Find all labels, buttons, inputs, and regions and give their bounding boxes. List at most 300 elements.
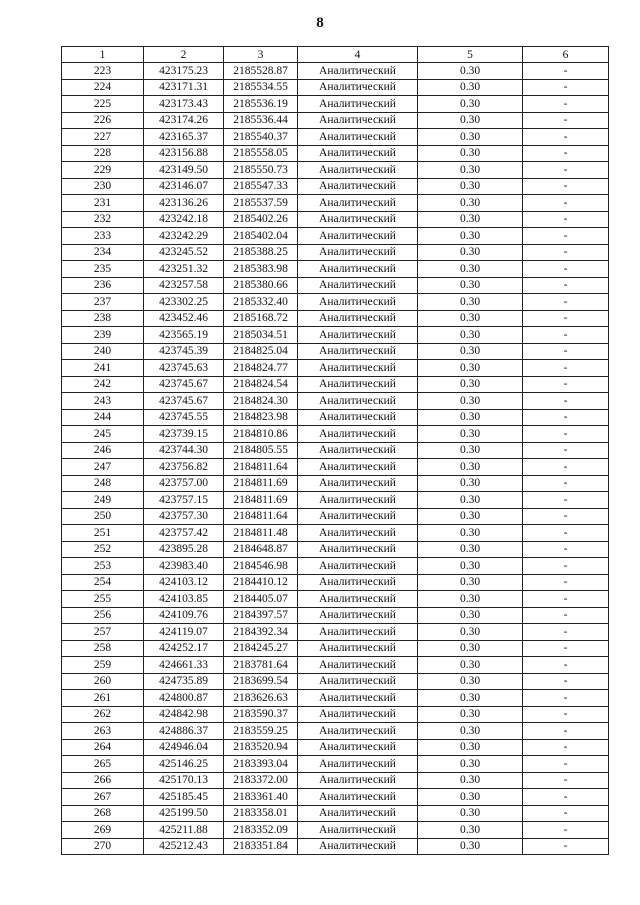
cell-point-number: 253 — [62, 558, 144, 575]
cell-y-coordinate: 2183361.40 — [224, 789, 298, 806]
cell-method: Аналитический — [298, 145, 418, 162]
cell-y-coordinate: 2185528.87 — [224, 63, 298, 80]
cell-point-number: 229 — [62, 162, 144, 179]
table-row — [62, 228, 609, 245]
cell-accuracy: 0.30 — [418, 178, 523, 195]
cell-point-number: 240 — [62, 343, 144, 360]
cell-accuracy: 0.30 — [418, 822, 523, 839]
cell-accuracy: 0.30 — [418, 508, 523, 525]
cell-y-coordinate: 2185034.51 — [224, 327, 298, 344]
cell-x-coordinate: 424109.76 — [144, 607, 224, 624]
cell-y-coordinate: 2184823.98 — [224, 409, 298, 426]
cell-point-number: 268 — [62, 805, 144, 822]
column-header-y-coordinate: 3 — [224, 47, 298, 63]
cell-description: - — [523, 162, 609, 179]
table-row — [62, 63, 609, 80]
cell-description: - — [523, 541, 609, 558]
table-row — [62, 129, 609, 146]
cell-x-coordinate: 425185.45 — [144, 789, 224, 806]
cell-method: Аналитический — [298, 459, 418, 476]
cell-y-coordinate: 2184811.69 — [224, 475, 298, 492]
cell-accuracy: 0.30 — [418, 607, 523, 624]
cell-point-number: 263 — [62, 723, 144, 740]
cell-method: Аналитический — [298, 508, 418, 525]
cell-method: Аналитический — [298, 442, 418, 459]
cell-accuracy: 0.30 — [418, 63, 523, 80]
table-row — [62, 558, 609, 575]
cell-point-number: 242 — [62, 376, 144, 393]
cell-accuracy: 0.30 — [418, 838, 523, 855]
cell-method: Аналитический — [298, 178, 418, 195]
cell-x-coordinate: 424842.98 — [144, 706, 224, 723]
cell-description: - — [523, 426, 609, 443]
cell-y-coordinate: 2185540.37 — [224, 129, 298, 146]
cell-method: Аналитический — [298, 690, 418, 707]
cell-y-coordinate: 2184410.12 — [224, 574, 298, 591]
table-row — [62, 294, 609, 311]
cell-y-coordinate: 2185534.55 — [224, 79, 298, 96]
table-row — [62, 789, 609, 806]
cell-description: - — [523, 558, 609, 575]
cell-method: Аналитический — [298, 475, 418, 492]
cell-point-number: 230 — [62, 178, 144, 195]
cell-point-number: 223 — [62, 63, 144, 80]
table-row — [62, 426, 609, 443]
cell-x-coordinate: 423757.15 — [144, 492, 224, 509]
cell-description: - — [523, 79, 609, 96]
cell-description: - — [523, 640, 609, 657]
cell-method: Аналитический — [298, 244, 418, 261]
cell-x-coordinate: 423242.18 — [144, 211, 224, 228]
cell-y-coordinate: 2184810.86 — [224, 426, 298, 443]
table-row — [62, 162, 609, 179]
table-row — [62, 277, 609, 294]
cell-y-coordinate: 2184824.77 — [224, 360, 298, 377]
cell-method: Аналитический — [298, 607, 418, 624]
table-row — [62, 822, 609, 839]
cell-y-coordinate: 2185383.98 — [224, 261, 298, 278]
cell-point-number: 261 — [62, 690, 144, 707]
cell-method: Аналитический — [298, 79, 418, 96]
cell-accuracy: 0.30 — [418, 162, 523, 179]
cell-description: - — [523, 129, 609, 146]
table-row — [62, 607, 609, 624]
cell-y-coordinate: 2184824.54 — [224, 376, 298, 393]
cell-accuracy: 0.30 — [418, 79, 523, 96]
cell-point-number: 250 — [62, 508, 144, 525]
cell-method: Аналитический — [298, 327, 418, 344]
cell-accuracy: 0.30 — [418, 294, 523, 311]
cell-accuracy: 0.30 — [418, 624, 523, 641]
cell-y-coordinate: 2184811.48 — [224, 525, 298, 542]
cell-point-number: 227 — [62, 129, 144, 146]
cell-point-number: 232 — [62, 211, 144, 228]
cell-x-coordinate: 423745.67 — [144, 393, 224, 410]
cell-description: - — [523, 756, 609, 773]
cell-x-coordinate: 423242.29 — [144, 228, 224, 245]
cell-description: - — [523, 211, 609, 228]
table-row — [62, 525, 609, 542]
table-row — [62, 195, 609, 212]
cell-point-number: 226 — [62, 112, 144, 129]
cell-accuracy: 0.30 — [418, 591, 523, 608]
cell-description: - — [523, 789, 609, 806]
cell-description: - — [523, 310, 609, 327]
cell-x-coordinate: 423739.15 — [144, 426, 224, 443]
cell-point-number: 235 — [62, 261, 144, 278]
cell-method: Аналитический — [298, 277, 418, 294]
cell-x-coordinate: 423165.37 — [144, 129, 224, 146]
cell-y-coordinate: 2183559.25 — [224, 723, 298, 740]
table-row — [62, 508, 609, 525]
cell-method: Аналитический — [298, 838, 418, 855]
cell-accuracy: 0.30 — [418, 360, 523, 377]
cell-point-number: 228 — [62, 145, 144, 162]
cell-description: - — [523, 673, 609, 690]
cell-accuracy: 0.30 — [418, 228, 523, 245]
cell-point-number: 262 — [62, 706, 144, 723]
cell-x-coordinate: 423757.00 — [144, 475, 224, 492]
cell-y-coordinate: 2185537.59 — [224, 195, 298, 212]
cell-x-coordinate: 423175.23 — [144, 63, 224, 80]
cell-accuracy: 0.30 — [418, 327, 523, 344]
cell-description: - — [523, 822, 609, 839]
cell-y-coordinate: 2185332.40 — [224, 294, 298, 311]
cell-y-coordinate: 2183520.94 — [224, 739, 298, 756]
cell-x-coordinate: 423146.07 — [144, 178, 224, 195]
cell-method: Аналитический — [298, 789, 418, 806]
cell-x-coordinate: 423174.26 — [144, 112, 224, 129]
cell-accuracy: 0.30 — [418, 112, 523, 129]
table-row — [62, 261, 609, 278]
cell-x-coordinate: 424946.04 — [144, 739, 224, 756]
cell-method: Аналитический — [298, 805, 418, 822]
cell-point-number: 225 — [62, 96, 144, 113]
cell-x-coordinate: 425212.43 — [144, 838, 224, 855]
cell-accuracy: 0.30 — [418, 673, 523, 690]
cell-method: Аналитический — [298, 310, 418, 327]
cell-accuracy: 0.30 — [418, 96, 523, 113]
cell-method: Аналитический — [298, 162, 418, 179]
cell-y-coordinate: 2184811.69 — [224, 492, 298, 509]
cell-description: - — [523, 442, 609, 459]
cell-point-number: 265 — [62, 756, 144, 773]
cell-method: Аналитический — [298, 541, 418, 558]
cell-accuracy: 0.30 — [418, 195, 523, 212]
cell-description: - — [523, 475, 609, 492]
cell-y-coordinate: 2185380.66 — [224, 277, 298, 294]
cell-accuracy: 0.30 — [418, 442, 523, 459]
cell-method: Аналитический — [298, 756, 418, 773]
table-row — [62, 360, 609, 377]
table-row — [62, 96, 609, 113]
cell-method: Аналитический — [298, 673, 418, 690]
cell-y-coordinate: 2185536.19 — [224, 96, 298, 113]
cell-description: - — [523, 591, 609, 608]
cell-accuracy: 0.30 — [418, 129, 523, 146]
cell-x-coordinate: 423745.39 — [144, 343, 224, 360]
coordinates-table — [61, 46, 609, 855]
table-row — [62, 211, 609, 228]
cell-method: Аналитический — [298, 261, 418, 278]
column-header-x-coordinate: 2 — [144, 47, 224, 63]
cell-method: Аналитический — [298, 360, 418, 377]
cell-accuracy: 0.30 — [418, 525, 523, 542]
table-row — [62, 805, 609, 822]
table-row — [62, 772, 609, 789]
cell-point-number: 256 — [62, 607, 144, 624]
cell-accuracy: 0.30 — [418, 541, 523, 558]
cell-x-coordinate: 423757.42 — [144, 525, 224, 542]
cell-method: Аналитический — [298, 376, 418, 393]
cell-x-coordinate: 423302.25 — [144, 294, 224, 311]
cell-y-coordinate: 2185547.33 — [224, 178, 298, 195]
cell-description: - — [523, 508, 609, 525]
table-row — [62, 739, 609, 756]
cell-accuracy: 0.30 — [418, 409, 523, 426]
cell-method: Аналитический — [298, 294, 418, 311]
cell-accuracy: 0.30 — [418, 640, 523, 657]
cell-x-coordinate: 423757.30 — [144, 508, 224, 525]
cell-point-number: 255 — [62, 591, 144, 608]
table-row — [62, 393, 609, 410]
cell-point-number: 237 — [62, 294, 144, 311]
cell-x-coordinate: 423257.58 — [144, 277, 224, 294]
cell-point-number: 243 — [62, 393, 144, 410]
cell-accuracy: 0.30 — [418, 393, 523, 410]
cell-x-coordinate: 424119.07 — [144, 624, 224, 641]
cell-accuracy: 0.30 — [418, 756, 523, 773]
table-row — [62, 673, 609, 690]
cell-accuracy: 0.30 — [418, 211, 523, 228]
cell-accuracy: 0.30 — [418, 277, 523, 294]
cell-y-coordinate: 2185558.05 — [224, 145, 298, 162]
cell-y-coordinate: 2183372.00 — [224, 772, 298, 789]
cell-accuracy: 0.30 — [418, 426, 523, 443]
cell-description: - — [523, 838, 609, 855]
table-row — [62, 145, 609, 162]
table-row — [62, 690, 609, 707]
cell-accuracy: 0.30 — [418, 657, 523, 674]
cell-point-number: 264 — [62, 739, 144, 756]
cell-x-coordinate: 425211.88 — [144, 822, 224, 839]
cell-method: Аналитический — [298, 63, 418, 80]
column-header-point-number: 1 — [62, 47, 144, 63]
cell-accuracy: 0.30 — [418, 145, 523, 162]
cell-x-coordinate: 425170.13 — [144, 772, 224, 789]
cell-accuracy: 0.30 — [418, 706, 523, 723]
page-number: 8 — [316, 15, 324, 31]
cell-y-coordinate: 2184648.87 — [224, 541, 298, 558]
cell-y-coordinate: 2184825.04 — [224, 343, 298, 360]
cell-point-number: 239 — [62, 327, 144, 344]
cell-y-coordinate: 2184824.30 — [224, 393, 298, 410]
cell-y-coordinate: 2185402.04 — [224, 228, 298, 245]
cell-method: Аналитический — [298, 591, 418, 608]
cell-method: Аналитический — [298, 706, 418, 723]
cell-y-coordinate: 2184405.07 — [224, 591, 298, 608]
table-row — [62, 343, 609, 360]
table-body — [62, 63, 609, 855]
cell-description: - — [523, 376, 609, 393]
table-row — [62, 624, 609, 641]
cell-y-coordinate: 2185168.72 — [224, 310, 298, 327]
cell-method: Аналитический — [298, 624, 418, 641]
cell-description: - — [523, 393, 609, 410]
cell-method: Аналитический — [298, 640, 418, 657]
cell-description: - — [523, 805, 609, 822]
cell-x-coordinate: 423149.50 — [144, 162, 224, 179]
cell-point-number: 246 — [62, 442, 144, 459]
cell-method: Аналитический — [298, 657, 418, 674]
cell-x-coordinate: 423452.46 — [144, 310, 224, 327]
cell-point-number: 247 — [62, 459, 144, 476]
cell-accuracy: 0.30 — [418, 261, 523, 278]
table-header-row — [62, 47, 609, 63]
table-row — [62, 327, 609, 344]
cell-y-coordinate: 2185388.25 — [224, 244, 298, 261]
table-row — [62, 640, 609, 657]
table-row — [62, 492, 609, 509]
cell-y-coordinate: 2185550.73 — [224, 162, 298, 179]
cell-description: - — [523, 492, 609, 509]
cell-x-coordinate: 424103.85 — [144, 591, 224, 608]
cell-y-coordinate: 2183590.37 — [224, 706, 298, 723]
cell-point-number: 224 — [62, 79, 144, 96]
cell-point-number: 231 — [62, 195, 144, 212]
cell-description: - — [523, 772, 609, 789]
cell-point-number: 257 — [62, 624, 144, 641]
cell-x-coordinate: 424800.87 — [144, 690, 224, 707]
cell-y-coordinate: 2185402.26 — [224, 211, 298, 228]
cell-accuracy: 0.30 — [418, 574, 523, 591]
cell-y-coordinate: 2183352.09 — [224, 822, 298, 839]
table-row — [62, 756, 609, 773]
table-row — [62, 475, 609, 492]
cell-description: - — [523, 360, 609, 377]
cell-point-number: 258 — [62, 640, 144, 657]
cell-x-coordinate: 424103.12 — [144, 574, 224, 591]
cell-point-number: 254 — [62, 574, 144, 591]
cell-y-coordinate: 2183393.04 — [224, 756, 298, 773]
cell-method: Аналитический — [298, 129, 418, 146]
cell-description: - — [523, 525, 609, 542]
cell-description: - — [523, 112, 609, 129]
cell-x-coordinate: 423171.31 — [144, 79, 224, 96]
cell-x-coordinate: 425199.50 — [144, 805, 224, 822]
cell-y-coordinate: 2184392.34 — [224, 624, 298, 641]
cell-accuracy: 0.30 — [418, 805, 523, 822]
cell-description: - — [523, 261, 609, 278]
cell-y-coordinate: 2183626.63 — [224, 690, 298, 707]
cell-description: - — [523, 739, 609, 756]
cell-accuracy: 0.30 — [418, 739, 523, 756]
table-row — [62, 376, 609, 393]
table-row — [62, 409, 609, 426]
table-row — [62, 706, 609, 723]
cell-x-coordinate: 423156.88 — [144, 145, 224, 162]
cell-accuracy: 0.30 — [418, 723, 523, 740]
cell-description: - — [523, 657, 609, 674]
table-row — [62, 310, 609, 327]
cell-description: - — [523, 574, 609, 591]
cell-description: - — [523, 145, 609, 162]
cell-description: - — [523, 327, 609, 344]
cell-method: Аналитический — [298, 772, 418, 789]
cell-accuracy: 0.30 — [418, 376, 523, 393]
cell-method: Аналитический — [298, 228, 418, 245]
cell-x-coordinate: 423983.40 — [144, 558, 224, 575]
cell-point-number: 267 — [62, 789, 144, 806]
cell-x-coordinate: 424735.89 — [144, 673, 224, 690]
cell-x-coordinate: 423745.55 — [144, 409, 224, 426]
cell-y-coordinate: 2185536.44 — [224, 112, 298, 129]
cell-method: Аналитический — [298, 492, 418, 509]
cell-y-coordinate: 2184811.64 — [224, 508, 298, 525]
cell-method: Аналитический — [298, 393, 418, 410]
cell-description: - — [523, 96, 609, 113]
cell-x-coordinate: 423756.82 — [144, 459, 224, 476]
table-row — [62, 657, 609, 674]
cell-method: Аналитический — [298, 723, 418, 740]
cell-x-coordinate: 423744.30 — [144, 442, 224, 459]
cell-accuracy: 0.30 — [418, 475, 523, 492]
cell-method: Аналитический — [298, 426, 418, 443]
table-row — [62, 79, 609, 96]
cell-accuracy: 0.30 — [418, 244, 523, 261]
cell-point-number: 249 — [62, 492, 144, 509]
cell-y-coordinate: 2183351.84 — [224, 838, 298, 855]
cell-accuracy: 0.30 — [418, 459, 523, 476]
cell-description: - — [523, 624, 609, 641]
cell-description: - — [523, 63, 609, 80]
cell-method: Аналитический — [298, 409, 418, 426]
table-row — [62, 591, 609, 608]
cell-description: - — [523, 706, 609, 723]
column-header-accuracy: 5 — [418, 47, 523, 63]
cell-method: Аналитический — [298, 525, 418, 542]
cell-accuracy: 0.30 — [418, 789, 523, 806]
table-row — [62, 838, 609, 855]
table-row — [62, 178, 609, 195]
cell-y-coordinate: 2183358.01 — [224, 805, 298, 822]
cell-accuracy: 0.30 — [418, 343, 523, 360]
cell-x-coordinate: 423745.63 — [144, 360, 224, 377]
cell-y-coordinate: 2184546.98 — [224, 558, 298, 575]
cell-description: - — [523, 723, 609, 740]
cell-description: - — [523, 690, 609, 707]
cell-method: Аналитический — [298, 195, 418, 212]
cell-method: Аналитический — [298, 822, 418, 839]
cell-point-number: 248 — [62, 475, 144, 492]
cell-description: - — [523, 343, 609, 360]
cell-accuracy: 0.30 — [418, 310, 523, 327]
cell-y-coordinate: 2184397.57 — [224, 607, 298, 624]
cell-description: - — [523, 294, 609, 311]
cell-x-coordinate: 423251.32 — [144, 261, 224, 278]
cell-y-coordinate: 2184245.27 — [224, 640, 298, 657]
cell-point-number: 270 — [62, 838, 144, 855]
table-row — [62, 574, 609, 591]
cell-accuracy: 0.30 — [418, 690, 523, 707]
cell-point-number: 251 — [62, 525, 144, 542]
table-row — [62, 442, 609, 459]
cell-point-number: 234 — [62, 244, 144, 261]
cell-method: Аналитический — [298, 558, 418, 575]
cell-point-number: 236 — [62, 277, 144, 294]
cell-x-coordinate: 423565.19 — [144, 327, 224, 344]
cell-description: - — [523, 607, 609, 624]
